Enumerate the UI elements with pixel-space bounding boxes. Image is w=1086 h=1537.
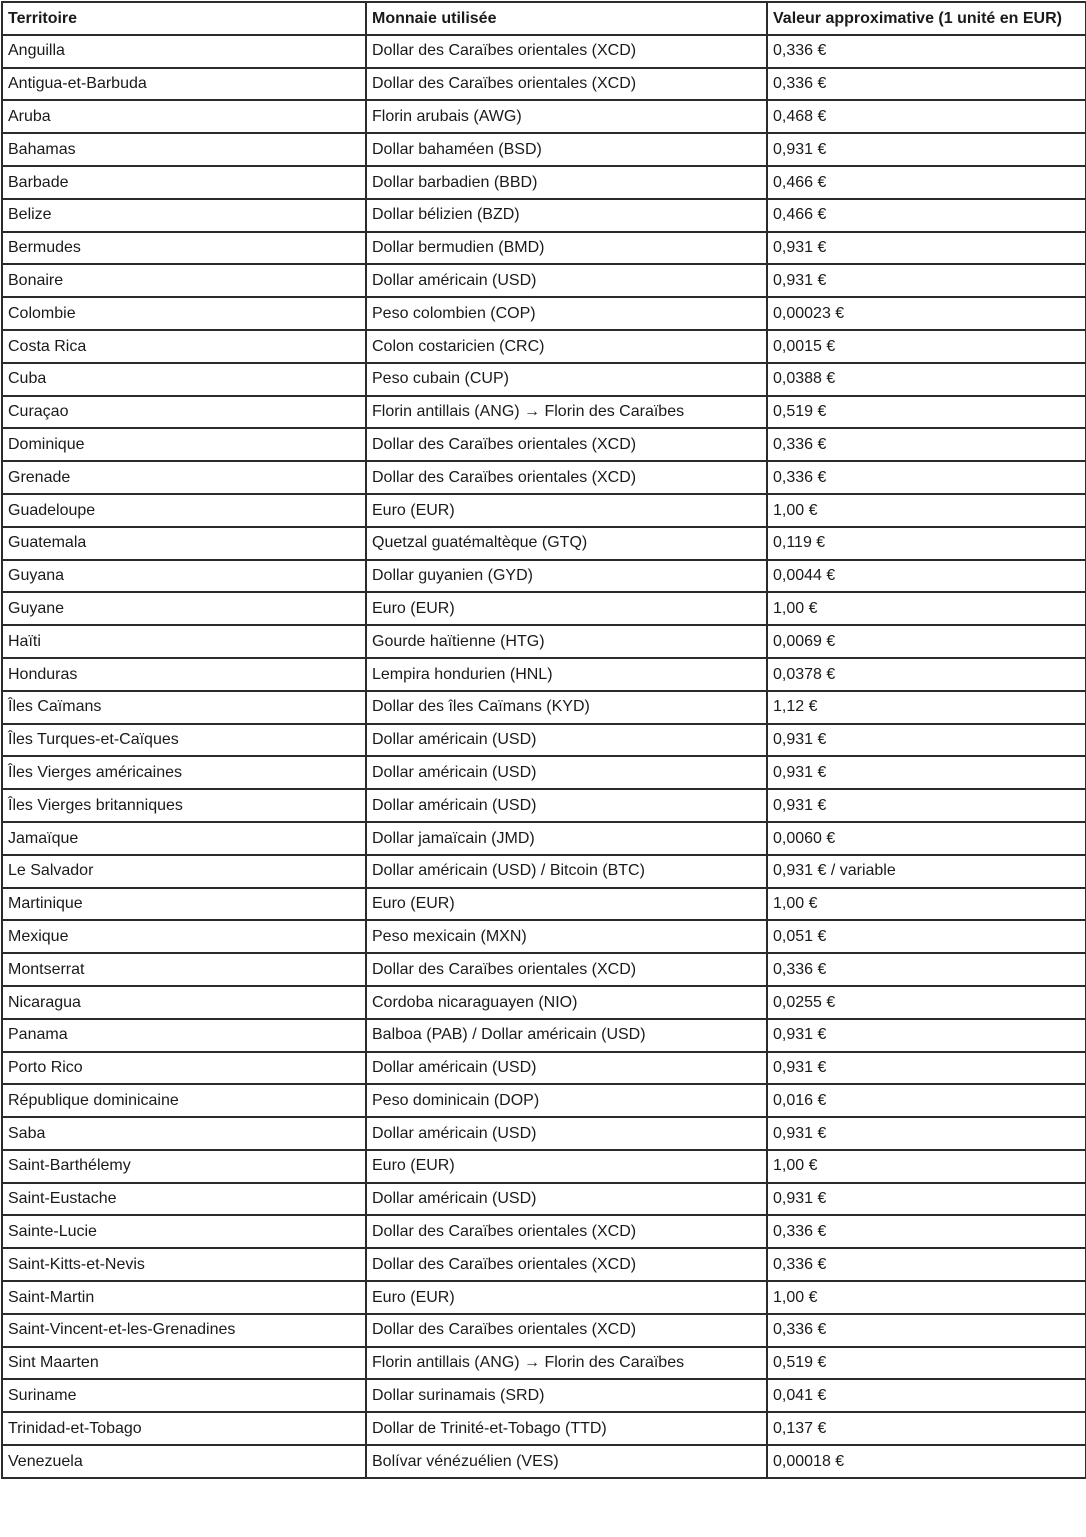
territory-cell: Guatemala [2,527,366,560]
currency-cell: Dollar américain (USD) [366,789,767,822]
value-cell: 0,931 € [767,1183,1086,1216]
table-row [2,592,1086,625]
value-cell: 0,0015 € [767,330,1086,363]
table-row [2,330,1086,363]
currency-cell: Dollar des Caraïbes orientales (XCD) [366,1248,767,1281]
currency-cell: Dollar américain (USD) [366,1052,767,1085]
currency-cell: Peso cubain (CUP) [366,363,767,396]
territory-cell: Saint-Barthélemy [2,1150,366,1183]
territory-cell: Antigua-et-Barbuda [2,68,366,101]
currency-cell: Bolívar vénézuélien (VES) [366,1445,767,1478]
value-cell: 1,00 € [767,1281,1086,1314]
currency-cell: Dollar américain (USD) [366,756,767,789]
currency-cell: Dollar américain (USD) [366,724,767,757]
currency-cell: Euro (EUR) [366,888,767,921]
currency-cell: Euro (EUR) [366,592,767,625]
table-row [2,68,1086,101]
currency-cell: Dollar guyanien (GYD) [366,560,767,593]
value-cell: 0,0060 € [767,822,1086,855]
table-row [2,1150,1086,1183]
currency-cell: Lempira hondurien (HNL) [366,658,767,691]
currency-cell: Gourde haïtienne (HTG) [366,625,767,658]
territory-cell: Suriname [2,1379,366,1412]
value-cell: 0,336 € [767,953,1086,986]
currency-cell: Dollar des Caraïbes orientales (XCD) [366,68,767,101]
territory-cell: Anguilla [2,35,366,68]
territory-cell: Guyana [2,560,366,593]
value-cell: 0,0378 € [767,658,1086,691]
value-cell: 0,931 € [767,232,1086,265]
territory-cell: Aruba [2,100,366,133]
territory-cell: Saba [2,1117,366,1150]
territory-cell: Guyane [2,592,366,625]
table-row [2,953,1086,986]
territory-cell: Montserrat [2,953,366,986]
table-row [2,756,1086,789]
col-header-valeur: Valeur approximative (1 unité en EUR) [767,2,1086,35]
currency-cell: Dollar bermudien (BMD) [366,232,767,265]
currency-cell: Dollar des Caraïbes orientales (XCD) [366,35,767,68]
table-row [2,724,1086,757]
table-row [2,1412,1086,1445]
currency-cell: Dollar des Caraïbes orientales (XCD) [366,1314,767,1347]
territory-cell: Îles Vierges britanniques [2,789,366,822]
table-row [2,822,1086,855]
currency-cell: Florin antillais (ANG) → Florin des Caraïbes [366,1347,767,1380]
table-row [2,1379,1086,1412]
territory-cell: Barbade [2,166,366,199]
value-cell: 1,00 € [767,1150,1086,1183]
value-cell: 0,0044 € [767,560,1086,593]
table-row [2,1281,1086,1314]
territory-cell: Trinidad-et-Tobago [2,1412,366,1445]
table-row [2,789,1086,822]
territory-cell: Bahamas [2,133,366,166]
value-cell: 0,466 € [767,199,1086,232]
table-row [2,1052,1086,1085]
table-row [2,1347,1086,1380]
territory-cell: Costa Rica [2,330,366,363]
currency-cell: Dollar barbadien (BBD) [366,166,767,199]
currency-cell: Euro (EUR) [366,1150,767,1183]
value-cell: 0,519 € [767,396,1086,429]
value-cell: 0,336 € [767,461,1086,494]
currency-cell: Dollar des Caraïbes orientales (XCD) [366,1215,767,1248]
value-cell: 0,336 € [767,428,1086,461]
territory-cell: Saint-Eustache [2,1183,366,1216]
table-row [2,396,1086,429]
table-row [2,560,1086,593]
table-row [2,1019,1086,1052]
table-row [2,888,1086,921]
table-row [2,920,1086,953]
table-row [2,986,1086,1019]
territory-cell: Guadeloupe [2,494,366,527]
table-row [2,1248,1086,1281]
table-row [2,494,1086,527]
value-cell: 0,931 € [767,264,1086,297]
table-row [2,1117,1086,1150]
table-row [2,691,1086,724]
table-row [2,297,1086,330]
territory-cell: Venezuela [2,1445,366,1478]
table-row [2,35,1086,68]
territory-cell: Le Salvador [2,855,366,888]
currency-cell: Dollar américain (USD) [366,1117,767,1150]
value-cell: 1,12 € [767,691,1086,724]
territory-cell: Sint Maarten [2,1347,366,1380]
territory-cell: Bonaire [2,264,366,297]
table-row [2,658,1086,691]
territory-cell: Bermudes [2,232,366,265]
header-row [2,2,1086,35]
value-cell: 0,336 € [767,1248,1086,1281]
value-cell: 0,931 € / variable [767,855,1086,888]
table-row [2,100,1086,133]
value-cell: 0,931 € [767,789,1086,822]
table-header [2,2,1086,35]
territory-cell: Martinique [2,888,366,921]
territory-cell: Îles Vierges américaines [2,756,366,789]
col-header-monnaie: Monnaie utilisée [366,2,767,35]
territory-cell: Îles Turques-et-Caïques [2,724,366,757]
currency-cell: Euro (EUR) [366,494,767,527]
currency-cell: Dollar bahaméen (BSD) [366,133,767,166]
table-row [2,264,1086,297]
currency-cell: Dollar des Caraïbes orientales (XCD) [366,953,767,986]
value-cell: 0,119 € [767,527,1086,560]
value-cell: 0,931 € [767,724,1086,757]
value-cell: 0,0069 € [767,625,1086,658]
value-cell: 0,00018 € [767,1445,1086,1478]
value-cell: 0,931 € [767,1117,1086,1150]
currency-cell: Euro (EUR) [366,1281,767,1314]
table-row [2,1445,1086,1478]
value-cell: 1,00 € [767,592,1086,625]
currency-cell: Dollar surinamais (SRD) [366,1379,767,1412]
table-row [2,1183,1086,1216]
territory-cell: Grenade [2,461,366,494]
table-row [2,1215,1086,1248]
value-cell: 0,519 € [767,1347,1086,1380]
currency-cell: Colon costaricien (CRC) [366,330,767,363]
table-row [2,1314,1086,1347]
territory-cell: Dominique [2,428,366,461]
territory-cell: Jamaïque [2,822,366,855]
value-cell: 0,0388 € [767,363,1086,396]
table-body [2,35,1086,1478]
territory-cell: Colombie [2,297,366,330]
value-cell: 0,336 € [767,1215,1086,1248]
table-row [2,199,1086,232]
currency-cell: Dollar américain (USD) [366,264,767,297]
value-cell: 0,0255 € [767,986,1086,1019]
value-cell: 0,931 € [767,1052,1086,1085]
territory-cell: Mexique [2,920,366,953]
currency-cell: Florin antillais (ANG) → Florin des Caraïbes [366,396,767,429]
value-cell: 1,00 € [767,888,1086,921]
value-cell: 0,00023 € [767,297,1086,330]
territory-cell: Porto Rico [2,1052,366,1085]
currency-table [1,1,1086,1479]
currency-cell: Dollar des Caraïbes orientales (XCD) [366,428,767,461]
currency-cell: Peso dominicain (DOP) [366,1084,767,1117]
territory-cell: Saint-Vincent-et-les-Grenadines [2,1314,366,1347]
value-cell: 0,931 € [767,133,1086,166]
currency-cell: Dollar bélizien (BZD) [366,199,767,232]
territory-cell: Nicaragua [2,986,366,1019]
currency-cell: Dollar des îles Caïmans (KYD) [366,691,767,724]
territory-cell: République dominicaine [2,1084,366,1117]
currency-cell: Peso mexicain (MXN) [366,920,767,953]
value-cell: 0,336 € [767,35,1086,68]
value-cell: 0,137 € [767,1412,1086,1445]
table-row [2,625,1086,658]
currency-cell: Dollar américain (USD) / Bitcoin (BTC) [366,855,767,888]
territory-cell: Belize [2,199,366,232]
currency-cell: Cordoba nicaraguayen (NIO) [366,986,767,1019]
currency-cell: Dollar jamaïcain (JMD) [366,822,767,855]
currency-cell: Dollar de Trinité-et-Tobago (TTD) [366,1412,767,1445]
territory-cell: Saint-Kitts-et-Nevis [2,1248,366,1281]
table-row [2,232,1086,265]
value-cell: 0,016 € [767,1084,1086,1117]
table-row [2,166,1086,199]
currency-cell: Dollar des Caraïbes orientales (XCD) [366,461,767,494]
currency-cell: Quetzal guatémaltèque (GTQ) [366,527,767,560]
table-row [2,133,1086,166]
territory-cell: Cuba [2,363,366,396]
value-cell: 0,931 € [767,1019,1086,1052]
table-row [2,363,1086,396]
value-cell: 0,931 € [767,756,1086,789]
territory-cell: Sainte-Lucie [2,1215,366,1248]
value-cell: 1,00 € [767,494,1086,527]
value-cell: 0,466 € [767,166,1086,199]
value-cell: 0,336 € [767,68,1086,101]
territory-cell: Saint-Martin [2,1281,366,1314]
value-cell: 0,468 € [767,100,1086,133]
currency-cell: Peso colombien (COP) [366,297,767,330]
table-row [2,855,1086,888]
currency-cell: Balboa (PAB) / Dollar américain (USD) [366,1019,767,1052]
territory-cell: Îles Caïmans [2,691,366,724]
col-header-territoire: Territoire [2,2,366,35]
territory-cell: Haïti [2,625,366,658]
value-cell: 0,336 € [767,1314,1086,1347]
value-cell: 0,041 € [767,1379,1086,1412]
value-cell: 0,051 € [767,920,1086,953]
territory-cell: Panama [2,1019,366,1052]
table-row [2,461,1086,494]
table-row [2,428,1086,461]
currency-cell: Dollar américain (USD) [366,1183,767,1216]
territory-cell: Honduras [2,658,366,691]
table-row [2,527,1086,560]
currency-cell: Florin arubais (AWG) [366,100,767,133]
table-row [2,1084,1086,1117]
territory-cell: Curaçao [2,396,366,429]
